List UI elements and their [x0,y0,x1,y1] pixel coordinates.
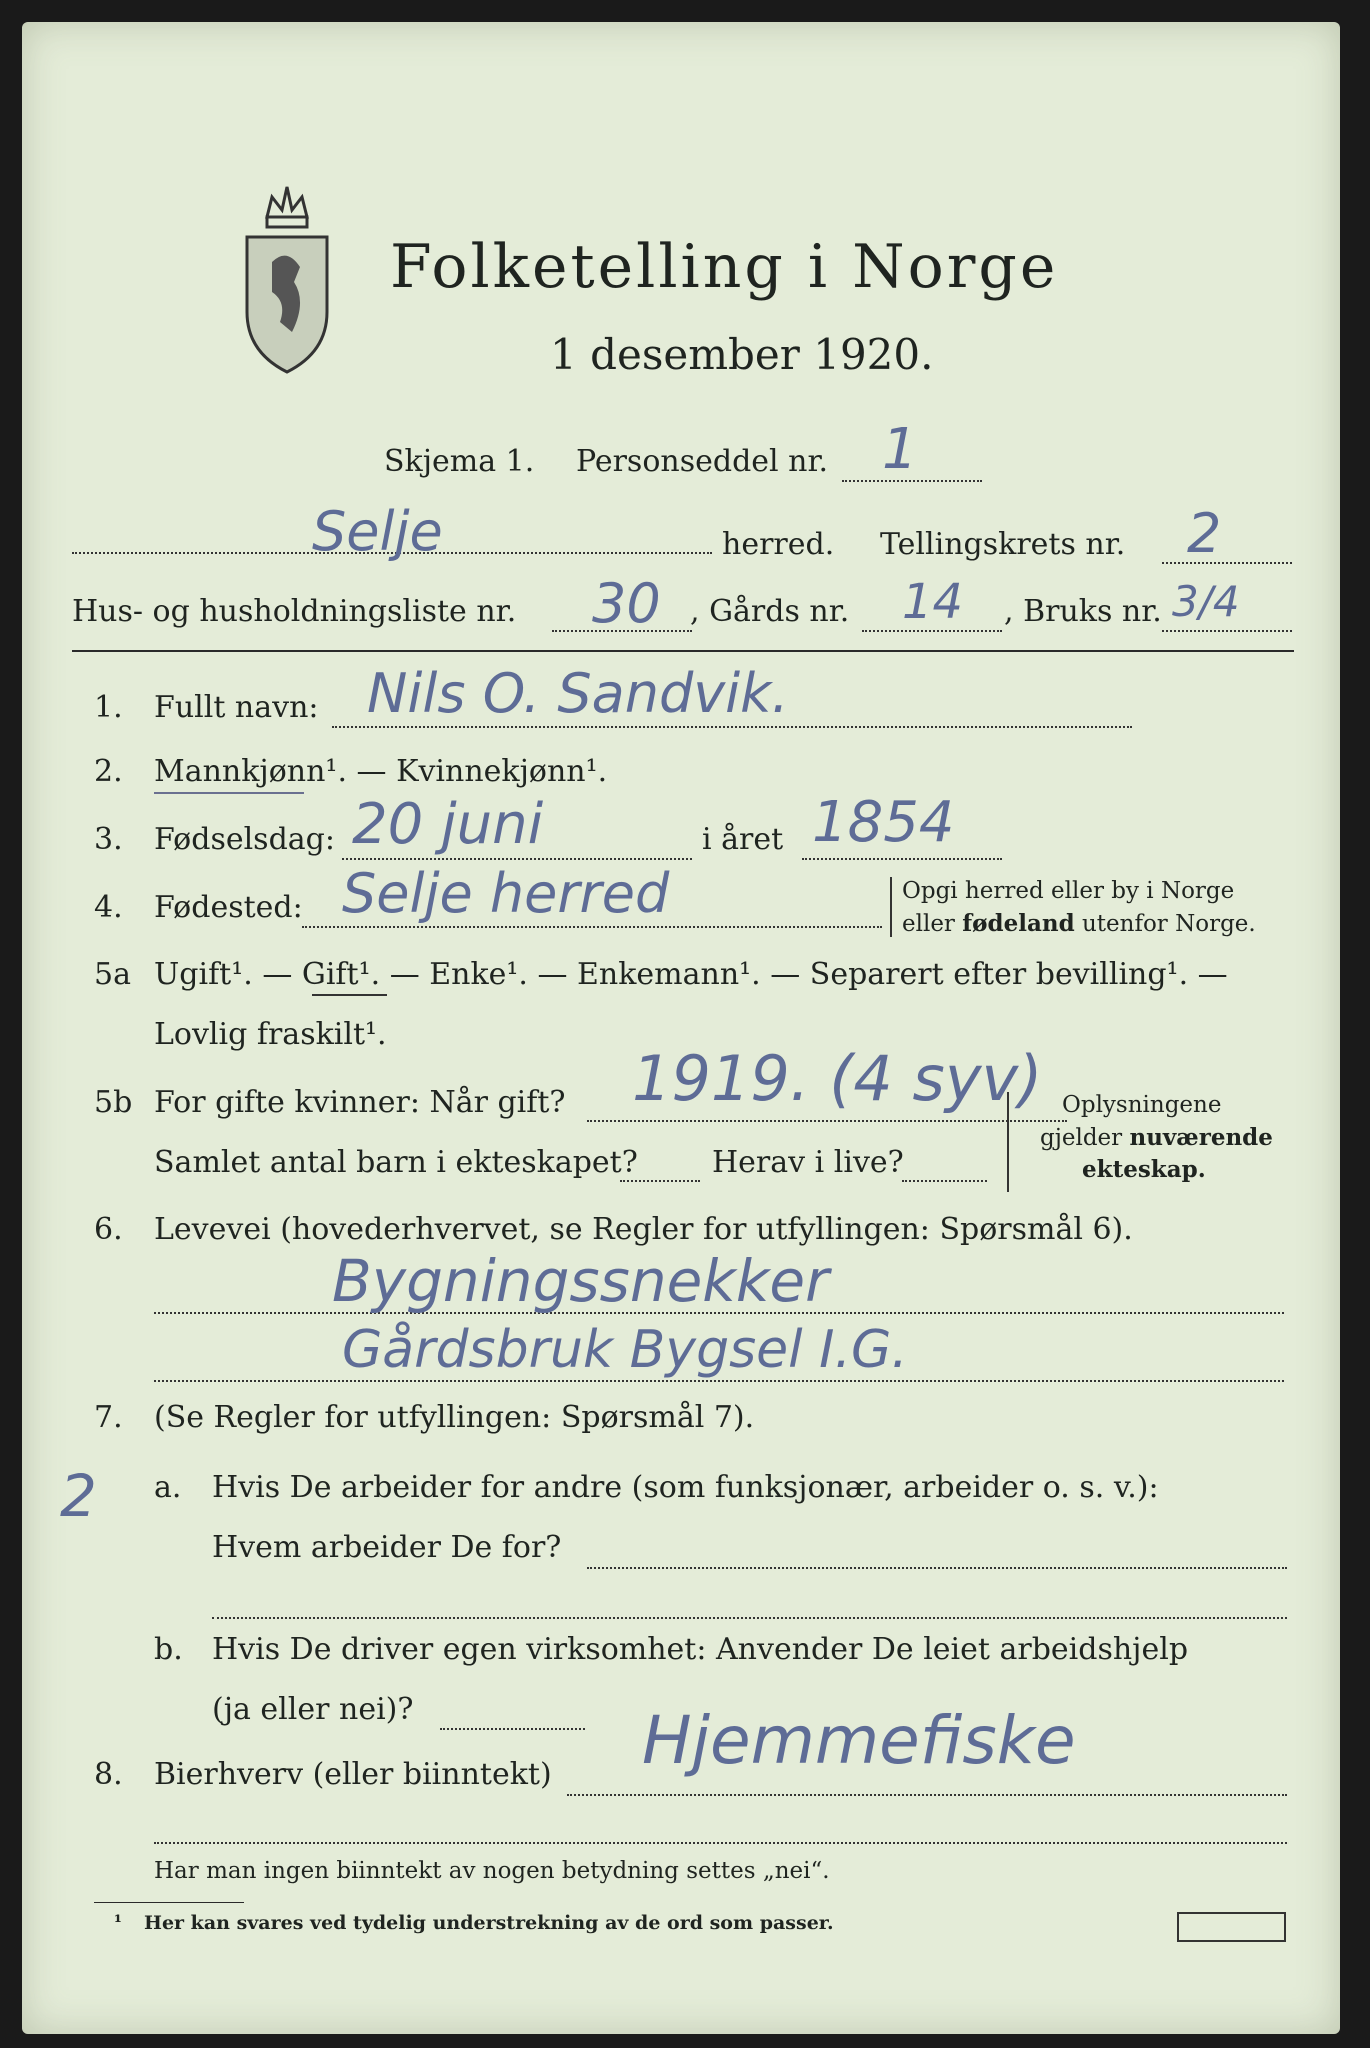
q1-line [332,726,1132,728]
q5b-note-2: gjelder nuværende [1040,1124,1273,1151]
form-title: Folketelling i Norge [390,232,1059,302]
q6-label: Levevei (hovederhvervet, se Regler for utfyllingen: Spørsmål 6). [154,1212,1133,1247]
q4-label: Fødested: [154,890,303,925]
q5b-note-3: ekteskap. [1082,1156,1206,1183]
footnote-number: ¹ [114,1912,122,1933]
q5b-label: For gifte kvinner: Når gift? [154,1085,566,1120]
q5b-note-1: Oplysningene [1062,1092,1222,1118]
q6-value-2: Gårdsbruk Bygsel I.G. [342,1320,908,1380]
margin-mark: 2 [60,1462,97,1530]
census-date: 1 desember 1920. [550,330,934,379]
q6-number: 6. [94,1212,123,1247]
no-income-note: Har man ingen biinntekt av nogen betydning settes „nei“. [154,1858,830,1884]
q5b-value: 1919. (4 syv) [632,1042,1043,1115]
printer-stamp [1177,1912,1286,1942]
census-form [22,22,1340,2034]
personseddel-value: 1 [882,417,918,482]
q5b-line-2 [620,1180,700,1182]
footnote-divider [94,1902,244,1903]
q3-year-value: 1854 [812,790,955,855]
q5a-label-2: Lovlig fraskilt¹. [154,1017,387,1052]
hus-value: 30 [592,572,661,635]
q3-line [342,858,692,860]
q8-line-2 [154,1842,1287,1844]
q2-underline-mannkjonn [154,792,304,794]
herred-value: Selje [312,500,443,563]
q4-line [302,926,882,928]
q8-line [567,1794,1287,1796]
q2-label: Mannkjønn¹. — Kvinnekjønn¹. [154,754,608,789]
q3-value: 20 juni [352,792,544,857]
q4-number: 4. [94,890,123,925]
q7-label: (Se Regler for utfyllingen: Spørsmål 7). [154,1400,755,1435]
q5b-brace [1007,1092,1009,1192]
norway-coat-of-arms-icon [232,172,342,382]
q8-number: 8. [94,1757,123,1792]
q2-number: 2. [94,754,123,789]
bruks-label: , Bruks nr. [1004,594,1162,629]
header-divider [72,650,1294,652]
q3-number: 3. [94,822,123,857]
q7a-line [587,1567,1287,1569]
footnote-text: Her kan svares ved tydelig understrekning av de ord som passer. [144,1912,834,1934]
q7b-number: b. [154,1632,183,1667]
skjema-label: Skjema 1. [384,444,535,479]
q7a-label-2: Hvem arbeider De for? [212,1530,562,1565]
q1-number: 1. [94,690,123,725]
q7a-line-2 [212,1617,1287,1619]
tellingskrets-value: 2 [1187,502,1222,565]
gards-value: 14 [902,574,964,630]
q7-number: 7. [94,1400,123,1435]
gards-line [862,630,1002,632]
tellingskrets-line [1162,562,1292,564]
q3-label: Fødselsdag: [154,822,335,857]
q7b-line [440,1728,585,1730]
q1-label: Fullt navn: [154,690,319,725]
q6-line-2 [154,1380,1284,1382]
q8-value: Hjemmefiske [642,1702,1076,1779]
q3-year-line [802,858,1002,860]
bruks-value: 3/4 [1172,577,1240,626]
q5b-label-2: Samlet antal barn i ekteskapet? [154,1145,638,1180]
q4-note-1: Opgi herred eller by i Norge [902,878,1235,904]
q5a-number: 5a [94,957,131,992]
q7a-number: a. [154,1470,182,1505]
q3-year-label: i året [702,822,784,857]
hus-label: Hus- og husholdningsliste nr. [72,594,517,629]
q7a-label: Hvis De arbeider for andre (som funksjonær, arbeider o. s. v.): [212,1470,1159,1505]
q5a-label: Ugift¹. — Gift¹. — Enke¹. — Enkemann¹. — Separert efter bevilling¹. — [154,957,1228,992]
q5b-line-3 [902,1180,987,1182]
bruks-line [1162,630,1292,632]
q5b-number: 5b [94,1085,133,1120]
q5b-label-3: Herav i live? [712,1145,904,1180]
q1-value: Nils O. Sandvik. [367,662,789,725]
q4-brace [890,877,892,937]
q5b-line [587,1120,1067,1122]
q7b-label: Hvis De driver egen virksomhet: Anvender De leiet arbeidshjelp [212,1632,1189,1667]
q4-value: Selje herred [342,862,670,925]
q4-note-2: eller fødeland utenfor Norge. [902,910,1256,937]
herred-label: herred. [722,527,835,562]
q7b-label-2: (ja eller nei)? [212,1692,414,1727]
personseddel-label: Personseddel nr. [576,444,829,479]
gards-label: , Gårds nr. [690,594,850,629]
q5a-underline-gift [312,994,387,996]
tellingskrets-label: Tellingskrets nr. [880,527,1126,562]
q6-value-1: Bygningssnekker [332,1247,829,1315]
q8-label: Bierhverv (eller biinntekt) [154,1757,552,1792]
